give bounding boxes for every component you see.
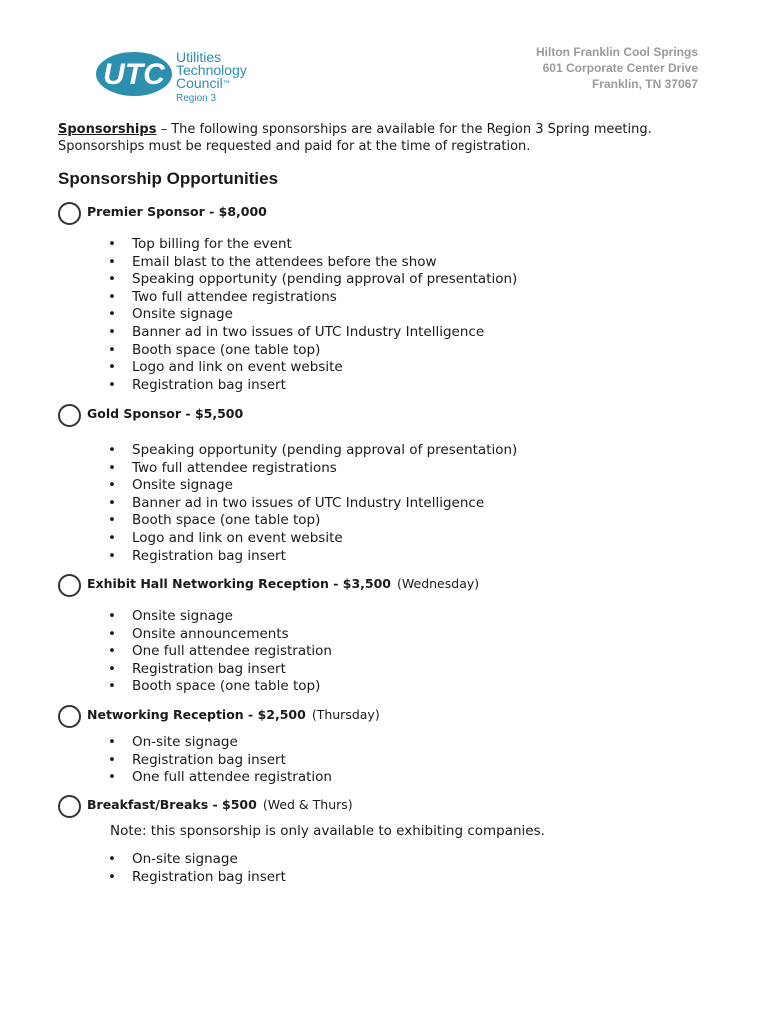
logo-line-3: Council™ bbox=[176, 75, 230, 91]
list-item: • Onsite announcements bbox=[108, 626, 332, 644]
list-item: • Onsite signage bbox=[108, 306, 517, 324]
logo-line-2: Technology bbox=[176, 62, 247, 78]
list-item: • Banner ad in two issues of UTC Industry Intelligence bbox=[108, 495, 517, 513]
list-item: • Registration bag insert bbox=[108, 869, 286, 887]
option-label: Networking Reception - $2,500 (Thursday) bbox=[87, 707, 380, 722]
option-label: Breakfast/Breaks - $500 (Wed & Thurs) bbox=[87, 797, 353, 812]
list-item: • Booth space (one table top) bbox=[108, 342, 517, 360]
breakfast-radio[interactable] bbox=[58, 795, 81, 818]
option-label: Exhibit Hall Networking Reception - $3,500 (Wednesday) bbox=[87, 576, 480, 591]
breakfast-benefits bbox=[108, 851, 286, 886]
list-item: • Registration bag insert bbox=[108, 661, 332, 679]
list-item: • Registration bag insert bbox=[108, 752, 332, 770]
list-item: • Two full attendee registrations bbox=[108, 289, 517, 307]
section-heading: Sponsorship Opportunities bbox=[58, 169, 279, 188]
intro-lead: Sponsorships bbox=[58, 122, 157, 137]
exhibit-hall-benefits bbox=[108, 608, 332, 696]
breakfast-note: Note: this sponsorship is only available to exhibiting companies. bbox=[110, 823, 545, 839]
gold-benefits bbox=[108, 442, 517, 565]
list-item: • Top billing for the event bbox=[108, 236, 517, 254]
logo-line-1: Utilities bbox=[176, 49, 222, 65]
list-item: • One full attendee registration bbox=[108, 643, 332, 661]
networking-radio[interactable] bbox=[58, 705, 81, 728]
address-line-2: 601 Corporate Center Drive bbox=[542, 61, 698, 75]
list-item: • Registration bag insert bbox=[108, 548, 517, 566]
list-item: • On-site signage bbox=[108, 734, 332, 752]
list-item: • On-site signage bbox=[108, 851, 286, 869]
list-item: • Two full attendee registrations bbox=[108, 460, 517, 478]
list-item: • Banner ad in two issues of UTC Industry Intelligence bbox=[108, 324, 517, 342]
intro-paragraph bbox=[58, 121, 708, 155]
gold-radio[interactable] bbox=[58, 404, 81, 427]
logo-mark: UTC bbox=[103, 58, 165, 91]
intro-text: – The following sponsorships are available for the Region 3 Spring meeting. Sponsorships must be requested and paid for at the time of registration. bbox=[58, 122, 652, 154]
list-item: • Email blast to the attendees before the show bbox=[108, 254, 517, 272]
networking-benefits bbox=[108, 734, 332, 787]
list-item: • Onsite signage bbox=[108, 608, 332, 626]
list-item: • Booth space (one table top) bbox=[108, 678, 332, 696]
logo-tm: ™ bbox=[222, 80, 230, 87]
premier-radio[interactable] bbox=[58, 202, 81, 225]
logo-region: Region 3 bbox=[176, 93, 217, 104]
address-line-1: Hilton Franklin Cool Springs bbox=[536, 45, 698, 59]
list-item: • One full attendee registration bbox=[108, 769, 332, 787]
list-item: • Logo and link on event website bbox=[108, 530, 517, 548]
address-line-3: Franklin, TN 37067 bbox=[591, 77, 698, 91]
list-item: • Booth space (one table top) bbox=[108, 512, 517, 530]
premier-benefits bbox=[108, 236, 517, 394]
list-item: • Speaking opportunity (pending approval of presentation) bbox=[108, 271, 517, 289]
option-label: Gold Sponsor - $5,500 bbox=[87, 406, 244, 421]
venue-address bbox=[536, 44, 698, 92]
list-item: • Registration bag insert bbox=[108, 377, 517, 395]
list-item: • Onsite signage bbox=[108, 477, 517, 495]
list-item: • Logo and link on event website bbox=[108, 359, 517, 377]
option-label: Premier Sponsor - $8,000 bbox=[87, 204, 267, 219]
exhibit-hall-radio[interactable] bbox=[58, 574, 81, 597]
list-item: • Speaking opportunity (pending approval of presentation) bbox=[108, 442, 517, 460]
logo-wordmark bbox=[176, 51, 247, 105]
